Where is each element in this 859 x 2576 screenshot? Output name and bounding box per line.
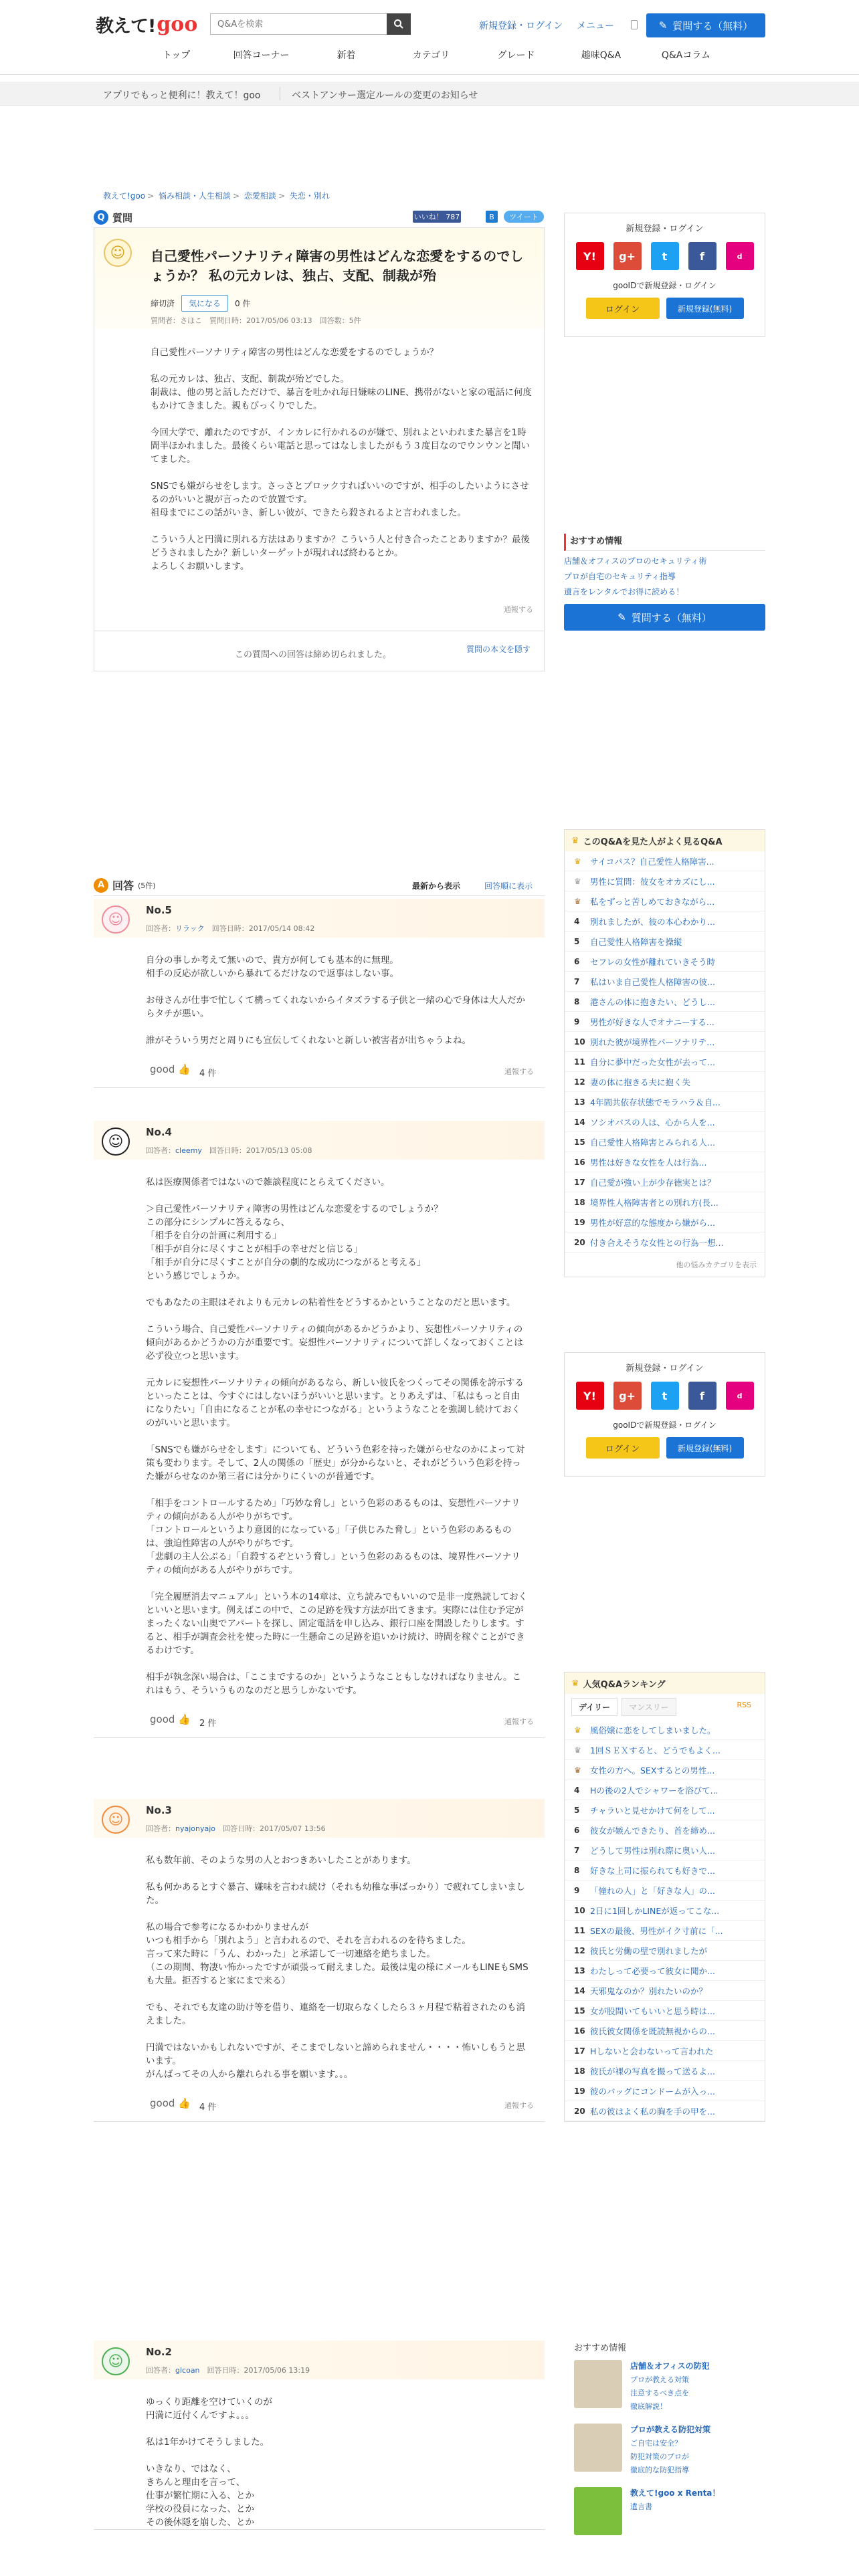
ranking-row[interactable] xyxy=(565,1941,765,1961)
answer-header xyxy=(94,899,545,938)
tweet-button[interactable]: ツイート xyxy=(504,211,544,223)
info-bar xyxy=(0,82,859,106)
ad-line: 徹底解説！ xyxy=(630,2402,667,2411)
search-button[interactable] xyxy=(387,13,411,35)
ranking-item-title: 私の彼はよく私の胸を手の甲を... xyxy=(590,2106,715,2117)
answers-count: (5件) xyxy=(138,881,156,890)
report-question-link[interactable]: 通報する xyxy=(504,605,533,614)
nav-qa-column[interactable]: Q&Aコラム xyxy=(661,50,711,61)
docomo-login-icon[interactable]: d xyxy=(726,1382,754,1410)
ad-line: 注意するべき点を xyxy=(630,2389,689,2397)
nav-new[interactable]: 新着 xyxy=(337,50,356,61)
rank-number: 14 xyxy=(574,1117,585,1127)
rank-number: 5 xyxy=(574,1805,580,1815)
facebook-login-icon[interactable]: f xyxy=(688,242,717,270)
app-link[interactable]: アプリでもっと便利に！教えて！goo xyxy=(103,90,261,101)
answerer-label: 回答者： xyxy=(146,924,175,933)
rank-number: 16 xyxy=(574,1157,585,1167)
rank-crown-icon: ♛ xyxy=(574,1725,581,1735)
recommend-item[interactable]: 遺言をレンタルでお得に読める！ xyxy=(564,587,684,597)
answer-header xyxy=(94,1121,545,1160)
ranking-row[interactable] xyxy=(565,1012,765,1032)
ranking-row[interactable] xyxy=(565,1232,765,1253)
good-button[interactable] xyxy=(150,1713,191,1725)
ranking-row[interactable] xyxy=(565,952,765,972)
thumbs-up-icon: 👍 xyxy=(175,1063,191,1075)
ranking-row[interactable] xyxy=(565,1092,765,1112)
ranking-row[interactable] xyxy=(565,1901,765,1921)
question-label-text: 質問 xyxy=(112,211,133,224)
nav-grade[interactable]: グレード xyxy=(497,50,535,61)
ranking-item-title: 私をずっと苦しめておきながら... xyxy=(590,896,715,907)
rank-crown-icon: ♛ xyxy=(574,896,581,906)
google-login-icon[interactable]: g+ xyxy=(613,1382,642,1410)
rank-number: 18 xyxy=(574,1197,585,1207)
ranking-row[interactable] xyxy=(565,891,765,911)
question-box xyxy=(94,227,545,631)
search-input[interactable] xyxy=(211,14,386,34)
answer-meta xyxy=(146,1823,326,1834)
ranking-item-title: 妻の体に抱きる夫に抱く失 xyxy=(590,1077,691,1087)
ranking-row[interactable] xyxy=(565,1961,765,1981)
ranking-row[interactable] xyxy=(565,1132,765,1152)
nav-top[interactable]: トップ xyxy=(162,50,191,61)
good-label: good xyxy=(150,1063,175,1075)
popular-qa-title-text: 人気Q&Aランキング xyxy=(583,1679,666,1690)
question-meta: 質問者：さほこ 質問日時：2017/05/06 03:13 回答数：5件 xyxy=(151,316,361,325)
ranking-row[interactable] xyxy=(565,1820,765,1840)
breadcrumb-item[interactable]: 恋愛相談 xyxy=(244,191,276,201)
good-button[interactable] xyxy=(150,1063,191,1075)
logo-text-b: goo xyxy=(157,12,198,36)
ranking-item-title: 別れましたが、彼の本心わかり... xyxy=(590,916,715,927)
rank-number: 11 xyxy=(574,1925,585,1935)
ranking-row[interactable] xyxy=(565,851,765,871)
ranking-row[interactable] xyxy=(565,2041,765,2061)
ad-image xyxy=(574,2360,622,2408)
ranking-row[interactable] xyxy=(565,1760,765,1780)
nav-category[interactable]: カテゴリ xyxy=(412,50,450,61)
rank-crown-icon: ♛ xyxy=(574,876,581,886)
ad-item[interactable] xyxy=(574,2360,765,2411)
site-header xyxy=(0,0,859,75)
question-status xyxy=(151,295,250,312)
ranking-item-title: Hしないと会わないって言われた xyxy=(590,2046,714,2056)
answer-date: 回答日時：2017/05/14 08:42 xyxy=(211,924,315,933)
recommend-item[interactable]: プロが自宅のセキュリティ指導 xyxy=(564,572,676,581)
ad-item[interactable] xyxy=(574,2424,765,2475)
ranking-item-title: 境界性人格障害者との別れ方(長... xyxy=(590,1197,719,1208)
ranking-row[interactable] xyxy=(565,1052,765,1072)
rank-number: 10 xyxy=(574,1905,585,1915)
closed-text: この質問への回答は締め切られました。 xyxy=(235,650,392,660)
breadcrumb-item[interactable]: 教えて!goo xyxy=(103,191,146,201)
tab-monthly[interactable]: マンスリー xyxy=(622,1698,676,1716)
good-count: 4 件 xyxy=(199,2103,217,2113)
answerer-label: 回答者： xyxy=(146,1824,175,1833)
search-icon xyxy=(393,19,404,29)
ranking-item-title: 付き合えそうな女性との行為一想... xyxy=(590,1237,724,1248)
ranking-item-title: 彼のバッグにコンドームが入っ... xyxy=(590,2086,715,2097)
good-label: good xyxy=(150,2097,175,2109)
ad-headline: 教えて!goo x Renta！ xyxy=(630,2488,721,2498)
ranking-item-title: どうして男性は別れ際に奥い人... xyxy=(590,1845,715,1856)
rank-number: 12 xyxy=(574,1077,585,1087)
crown-icon: ♛ xyxy=(571,1678,579,1689)
answer-icon: A xyxy=(94,878,108,893)
question-title: 自己愛性パーソナリティ障害の男性はどんな恋愛をするのでしょうか？ 私の元カレは、独占、支配、制裁が殆 xyxy=(151,248,524,284)
tab-daily[interactable]: デイリー xyxy=(571,1698,617,1716)
good-count: 2 件 xyxy=(199,1719,217,1729)
twitter-login-icon[interactable]: t xyxy=(651,1382,679,1410)
rank-number: 15 xyxy=(574,1137,585,1147)
ranking-row[interactable] xyxy=(565,1780,765,1800)
rank-number: 8 xyxy=(574,996,580,1006)
rank-number: 8 xyxy=(574,1865,580,1875)
ranking-item-title: 彼氏が裸の写真を撮って送るよ... xyxy=(590,2066,715,2076)
ad-headline: プロが教える防犯対策 xyxy=(630,2425,711,2434)
answerer-name[interactable]: glcoan xyxy=(175,2366,200,2375)
rank-number: 20 xyxy=(574,1237,585,1247)
questioner-avatar: ☺ xyxy=(104,239,132,267)
answer-header xyxy=(94,1799,545,1838)
rss-icon[interactable]: RSS xyxy=(737,1701,751,1709)
goo-id-text: gooIDで新規登録・ログイン xyxy=(613,1420,717,1430)
ad-box xyxy=(574,2341,765,2547)
ad-image xyxy=(574,2487,622,2535)
watch-button[interactable]: 気になる xyxy=(181,295,228,312)
google-login-icon[interactable]: g+ xyxy=(613,242,642,270)
docomo-login-icon[interactable]: d xyxy=(726,242,754,270)
recommend-item[interactable]: 店舗＆オフィスのプロのセキュリティ術 xyxy=(564,556,707,566)
rank-number: 18 xyxy=(574,2066,585,2076)
ask-question-label: 質問する（無料） xyxy=(672,19,753,32)
question-body: 自己愛性パーソナリティ障害の男性はどんな恋愛をするのでしょうか？ 私の元カレは、独占、支配、制裁が殆どでした。 制裁は、他の男と話しただけで、暴言を吐かれ毎日嫌味のLINE、携帯がないと家の電話に何度もかけてきました。親もびっくりでした。 今回大学で、離れたのですが、インカレに行かれるのが嫌で、別れよといわれまた暴言を1時間半ほかれました。最後くらい電話と思ってはなしましたがもう３度目なのでウンウンと聞いてました。 SNSでも嫌がらせをします。さっさとブロックすればいいのですが、相手のしたいようにさせるのがいいと親が言ったので放置です。 祖母までにこの話がいき、新しい彼が、できたら殺されるよと言われました。 こういう人と円満に別れる方法はありますか？こういう人と付き合ったことありますか？最後どうされましたか？新しいターゲットが現れれば終わるとか。 よろしくお願いします。 xyxy=(151,347,532,572)
ranking-item-title: 彼女が嫉んできたり、首を締め... xyxy=(590,1825,715,1836)
thumbs-up-icon: 👍 xyxy=(175,2097,191,2109)
closed-badge: 締切済 xyxy=(151,299,175,308)
ad-line: 遺言書 xyxy=(630,2502,652,2511)
ranking-row[interactable] xyxy=(565,2081,765,2101)
ranking-row[interactable] xyxy=(565,1212,765,1232)
answer-date: 回答日時：2017/05/06 13:19 xyxy=(207,2366,310,2375)
recommend-box xyxy=(564,534,765,631)
mobile-icon[interactable] xyxy=(631,20,638,29)
ranking-row[interactable] xyxy=(565,1840,765,1860)
login-button[interactable]: ログイン xyxy=(586,298,660,319)
answer-body: 私は医療関係者ではないので雑談程度にとらえてください。 ＞自己愛性パーソナリティ障害の男性はどんな恋愛をするのでしょうか？ この部分にシンプルに答えるなら、 「相手を自分の計画に利用する」 「相手が自分に尽くすことが相手の幸せだと信じる」 「相手が自分に尽くすことが自分の劇的な成功につながると考える」 という感じでしょうか。 でもあなたの主眼はそれよりも元カレの粘着性をどうするかということなのだと思います。 こういう場合、自己愛性パーソナリティの傾向があるかどうかより、妄想性パーソナリティの傾向があるかどうかの方が重要です。妄想性パーソナリティについて詳しくなっておくことは必ず役立つと思います。 元カレに妄想性パーソナリティの傾向があるなら、新しい彼氏をつくってその関係を誇示するといったことは、今すぐにはしないほうがいいと思います。とりあえずは、「私はもっと自由になりたい」「自由になることが私の幸せにつながる」というようなことを強調し続けておくのがいいと思います。 「SNSでも嫌がらせをします」についても、どういう色彩を持った嫌がらせなのかによって対策も変わります。そして、2人の関係の「歴史」が分からないと、それがどういう色彩を持った嫌がらせなのか第三者には分かりにくいのが普通です。 「相手をコントロールするため」「巧妙な脅し」という色彩のあるものは、妄想性パーソナリティの傾向がある人がやりがちです。 「コントロールというより意図的になっている」「子供じみた脅し」という色彩のあるものは、強迫性障害の人がやりがちです。 「悲劇の主人公ぶる」「自殺するぞという脅し」という色彩のあるものは、境界性パーソナリティの傾向がある人がやりがちです。 「完全履歴消去マニュアル」という本の14章は、立ち読みでもいいので是非一度熟読しておくといいと思います。例えばこの中で、この足跡を残す方法が出てきます。実際には住む予定がまったくない山奥でアパートを探し、固定電話を申し込み、銀行口座を開設したりします。すると、相手が調査会社を使った時に一生懸命この足跡を追いかけ続け、時間を稼ぐことができるわけです。 相手が執念深い場合は、「ここまでするのか」というようなこともしなければなりません。これはもう、そういうものなのだと思うしかないです。 xyxy=(146,1177,528,1696)
answer-item xyxy=(94,2341,545,2530)
answer-meta xyxy=(146,1145,312,1156)
rank-number: 7 xyxy=(574,1845,580,1855)
related-qa-title xyxy=(565,830,765,851)
ranking-item-title: 自己愛性人格障害とみられる人... xyxy=(590,1137,715,1148)
ranking-row[interactable] xyxy=(565,1740,765,1760)
ranking-item-title: Hの後の2人でシャワーを浴びて... xyxy=(590,1785,719,1796)
register-button[interactable]: 新規登録(無料) xyxy=(666,298,744,319)
ranking-item-title: セフレの女性が離れていきそう時 xyxy=(590,956,716,967)
report-answer-link[interactable]: 通報する xyxy=(504,1067,534,1076)
sidebar-ask-button[interactable] xyxy=(564,604,765,631)
register-login-link[interactable]: 新規登録・ログイン xyxy=(479,21,563,31)
answerer-name[interactable]: リラック xyxy=(175,924,205,933)
ranking-row[interactable] xyxy=(565,2061,765,2081)
more-categories-link[interactable]: 他の悩みカテゴリを表示 xyxy=(676,1261,757,1269)
popular-qa-list xyxy=(565,1720,765,2121)
ranking-item-title: 風俗嬢に恋をしてしまいました。 xyxy=(590,1725,716,1735)
related-qa-title-text: このQ&Aを見た人がよく見るQ&A xyxy=(583,837,723,847)
ranking-item-title: 男性に質問：彼女をオカズにし... xyxy=(590,876,715,887)
login-box xyxy=(564,213,765,337)
ranking-item-title: 別れた彼が境界性パーソナリテ... xyxy=(590,1037,715,1047)
best-answer-notice-link[interactable]: ベストアンサー選定ルールの変更のお知らせ xyxy=(292,90,478,101)
nav-answer-corner[interactable]: 回答コーナー xyxy=(233,50,290,61)
ranking-row[interactable] xyxy=(565,1152,765,1172)
ranking-item-title: 好きな上司に振られても好きで... xyxy=(590,1865,715,1876)
rank-number: 6 xyxy=(574,956,580,966)
ranking-row[interactable] xyxy=(565,2101,765,2121)
rank-number: 6 xyxy=(574,1825,580,1835)
answer-date: 回答日時：2017/05/07 13:56 xyxy=(223,1824,326,1833)
answerer-avatar[interactable]: ☺ xyxy=(102,2347,130,2375)
site-logo[interactable] xyxy=(96,9,197,39)
answer-footer xyxy=(94,1054,545,1087)
ranking-item-title: 男性は好きな女性を人は行為... xyxy=(590,1157,707,1168)
sort-oldest[interactable]: 回答順に表示 xyxy=(484,881,533,891)
good-label: good xyxy=(150,1713,175,1725)
facebook-like-button[interactable]: いいね！ 787 xyxy=(413,211,461,223)
login-box-2 xyxy=(564,1352,765,1477)
ranking-item-title: 自己愛が強い上が少存徳実とは？ xyxy=(590,1177,716,1188)
report-answer-link[interactable]: 通報する xyxy=(504,1717,534,1726)
login-title: 新規登録・ログイン xyxy=(626,224,704,234)
global-nav xyxy=(134,48,729,62)
answer-item xyxy=(94,1799,545,2122)
ranking-item-title: 1回ＳＥＸすると、どうでもよく... xyxy=(590,1745,721,1755)
ranking-item-title: 「憧れの人」と「好きな人」の... xyxy=(590,1885,715,1896)
ranking-item-title: 自己愛性人格障害を操縦 xyxy=(590,936,682,947)
rank-number: 13 xyxy=(574,1097,585,1107)
popular-qa-ranking xyxy=(564,1672,765,2122)
ad-headline: 店舗＆オフィスの防犯 xyxy=(630,2361,710,2371)
bookmark-icon[interactable]: B xyxy=(486,211,498,223)
sidebar-ask-label: 質問する（無料） xyxy=(631,611,712,624)
ranking-row[interactable] xyxy=(565,992,765,1012)
rank-crown-icon: ♛ xyxy=(574,856,581,866)
answer-footer xyxy=(94,2088,545,2121)
report-answer-link[interactable]: 通報する xyxy=(504,2101,534,2110)
ranking-item-title: SEXの最後、男性がイク寸前に「... xyxy=(590,1925,723,1936)
answer-body: 私も数年前、そのような男の人とおつきあいしたことがあります。 私も何かあるとすぐ暴言、嫌味を言われ続け（それも幼稚な事ばっかり）で疲れてしまいました。 私の場合で参考になるかわかりませんが いつも相手から「別れよう」と言われるので、それを言われるのを待ちました。 言って来た時に「うん、わかった」と承諾して一切連絡を絶ちました。 （この期間、物凄い怖かったですが頑張って耐えました。最後は鬼の様にメールもLINEもSMSも大量。拒否すると家にまで来る） でも、それでも友達の助け等を借り、連絡を一切取らなくしたら３ヶ月程で粘着されたのも消えました。 円満ではないかもしれないですが、そこまでしないと諦められません・・・・怖いしもうと思います。 がんばってその人から離れられる事を願います。。。 xyxy=(146,1855,529,2080)
rank-number: 9 xyxy=(574,1885,580,1895)
ranking-item-title: 彼氏彼女関係を既読無視からの... xyxy=(590,2026,715,2036)
rank-number: 17 xyxy=(574,1177,585,1187)
related-qa-ranking xyxy=(564,829,765,1277)
good-button[interactable] xyxy=(150,2097,191,2109)
answer-number: No.2 xyxy=(146,2346,172,2358)
ranking-row[interactable] xyxy=(565,1981,765,2001)
rank-number: 7 xyxy=(574,976,580,986)
ranking-item-title: 女が股間いてもいいと思う時は... xyxy=(590,2006,715,2016)
ranking-row[interactable] xyxy=(565,2021,765,2041)
hide-question-link[interactable]: 質問の本文を隠す xyxy=(466,645,531,654)
ranking-item-title: 港さんの体に抱きたい、どうし... xyxy=(590,996,715,1007)
rank-crown-icon: ♛ xyxy=(574,1745,581,1755)
ranking-item-title: 天邪鬼なのか？別れたいのか？ xyxy=(590,1985,708,1996)
ranking-row[interactable] xyxy=(565,1192,765,1212)
ad-item[interactable] xyxy=(574,2487,765,2535)
yahoo-login-icon[interactable]: Y! xyxy=(576,242,604,270)
ranking-row[interactable] xyxy=(565,1072,765,1092)
rank-number: 11 xyxy=(574,1057,585,1067)
question-icon: Q xyxy=(94,210,108,225)
answers-title: 回答 xyxy=(112,879,134,892)
login-title: 新規登録・ログイン xyxy=(626,1364,704,1374)
nav-hobby-qa[interactable]: 趣味Q&A xyxy=(581,50,622,61)
ad-image xyxy=(574,2424,622,2472)
answer-number: No.3 xyxy=(146,1804,172,1816)
ranking-row[interactable] xyxy=(565,1720,765,1740)
rank-number: 10 xyxy=(574,1037,585,1047)
breadcrumb-item[interactable]: 悩み相談・人生相談 xyxy=(159,191,231,201)
ranking-row[interactable] xyxy=(565,2001,765,2021)
rank-number: 20 xyxy=(574,2106,585,2116)
pencil-icon: ✎ xyxy=(617,611,626,623)
crown-icon: ♛ xyxy=(571,835,579,846)
rank-number: 5 xyxy=(574,936,580,946)
ad-line: プロが教える対策 xyxy=(630,2375,689,2384)
menu-link[interactable]: メニュー xyxy=(577,21,614,31)
facebook-login-icon[interactable]: f xyxy=(688,1382,717,1410)
recommend-title: おすすめ情報 xyxy=(564,534,765,551)
ranking-row[interactable] xyxy=(565,1112,765,1132)
answer-number: No.4 xyxy=(146,1126,172,1138)
ad-title: おすすめ情報 xyxy=(574,2343,627,2353)
ranking-row[interactable] xyxy=(565,1172,765,1192)
answer-date: 回答日時：2017/05/13 05:08 xyxy=(209,1146,312,1155)
answerer-name[interactable]: nyajonyajo xyxy=(175,1824,216,1833)
ranking-row[interactable] xyxy=(565,911,765,932)
register-button[interactable]: 新規登録(無料) xyxy=(666,1437,744,1459)
answerer-avatar[interactable]: ☺ xyxy=(102,1806,130,1834)
good-count: 4 件 xyxy=(199,1069,217,1079)
ranking-row[interactable] xyxy=(565,1921,765,1941)
rank-number: 13 xyxy=(574,1965,585,1975)
ask-question-button[interactable] xyxy=(646,13,765,37)
answerer-avatar[interactable]: ☺ xyxy=(102,905,130,934)
answer-meta xyxy=(146,923,314,934)
answer-item xyxy=(94,899,545,1088)
answer-footer xyxy=(94,1704,545,1737)
rank-number: 19 xyxy=(574,1217,585,1227)
answer-meta xyxy=(146,2365,310,2375)
ranking-item-title: チャラいと見せかけて何をして... xyxy=(590,1805,715,1816)
ranking-item-title: 彼氏と労働の壁で別れましたが xyxy=(590,1945,708,1956)
ranking-row[interactable] xyxy=(565,1800,765,1820)
ad-line: ご自宅は安全？ xyxy=(630,2439,682,2448)
rank-crown-icon: ♛ xyxy=(574,1765,581,1775)
answerer-label: 回答者： xyxy=(146,2366,175,2375)
ranking-row[interactable] xyxy=(565,871,765,891)
rank-number: 9 xyxy=(574,1016,580,1027)
login-button[interactable]: ログイン xyxy=(586,1437,660,1459)
ranking-item-title: 自分に夢中だった女性が去って... xyxy=(590,1057,715,1067)
ad-line: 徹底的な防犯指導 xyxy=(630,2466,689,2474)
ranking-item-title: サイコパス？自己愛性人格障害... xyxy=(590,856,714,867)
answerer-label: 回答者： xyxy=(146,1146,175,1155)
ranking-item-title: 2日に1回しかLINEが返ってこな... xyxy=(590,1905,720,1916)
related-qa-list xyxy=(565,851,765,1253)
goo-id-text: gooIDで新規登録・ログイン xyxy=(613,281,717,290)
logo-text-a: 教えて! xyxy=(96,15,156,37)
yahoo-login-icon[interactable]: Y! xyxy=(576,1382,604,1410)
rank-number: 15 xyxy=(574,2006,585,2016)
answer-number: No.5 xyxy=(146,904,172,916)
rank-number: 12 xyxy=(574,1945,585,1955)
ranking-item-title: ソシオパスの人は、心から人を... xyxy=(590,1117,715,1128)
ranking-item-title: 男性が好意的な態度から嫌がら... xyxy=(590,1217,715,1228)
answers-header xyxy=(94,872,545,896)
answer-body: 自分の事しか考えて無いので、貴方が何しても基本的に無理。 相手の反応が欲しいから暴れてるだけなので返事はしない事。 お母さんが仕事で忙しくて構ってくれないからイタズラする子供と一緒の心で身体は大人だからタチが悪い。 誰がそういう男だと周りにも宣伝してくれないと新しい被害者が出ちゃうよね。 xyxy=(146,955,525,1046)
rank-number: 19 xyxy=(574,2086,585,2096)
ranking-item-title: わたしって必要って彼女に聞か... xyxy=(590,1965,715,1976)
ranking-row[interactable] xyxy=(565,1032,765,1052)
ranking-row[interactable] xyxy=(565,972,765,992)
answer-body: ゆっくり距離を空けていくのが 円満に近付くんですよ。。。 私は1年かけてそうしました。 いきなり、ではなく、 きちんと理由を言って、 仕事が繁忙期に入る、とか 学校の役員になった、とか その後休隠を崩した、とか xyxy=(146,2397,272,2528)
popular-qa-title xyxy=(565,1673,765,1694)
ranking-item-title: 男性が好きな人でオナニーする... xyxy=(590,1016,714,1027)
breadcrumb: 教えて!goo > 悩み相談・人生相談 > 恋愛相談 > 失恋・別れ xyxy=(103,191,330,201)
ad-line: 防犯対策のプロが xyxy=(630,2452,689,2461)
ranking-row[interactable] xyxy=(565,1860,765,1881)
sort-newest[interactable]: 最新から表示 xyxy=(412,881,461,891)
rank-number: 14 xyxy=(574,1985,585,1996)
answer-header xyxy=(94,2341,545,2379)
pencil-icon: ✎ xyxy=(658,19,668,31)
ranking-row[interactable] xyxy=(565,932,765,952)
ranking-item-title: 4年間共依存状態でモラハラ＆自... xyxy=(590,1097,721,1107)
answer-item xyxy=(94,1121,545,1738)
ranking-item-title: 私はいま自己愛性人格障害の彼... xyxy=(590,976,715,987)
rank-number: 4 xyxy=(574,916,580,926)
breadcrumb-item[interactable]: 失恋・別れ xyxy=(289,191,330,201)
thumbs-up-icon: 👍 xyxy=(175,1713,191,1725)
watch-count: 0 件 xyxy=(235,299,251,308)
ranking-item-title: 女性の方へ。SEXするとの男性... xyxy=(590,1765,715,1776)
search-box xyxy=(210,13,411,35)
question-label xyxy=(94,210,132,225)
closed-notice xyxy=(94,631,545,671)
answerer-avatar[interactable]: ☺ xyxy=(102,1128,130,1156)
answerer-name[interactable]: cleemy xyxy=(175,1146,202,1155)
rank-number: 16 xyxy=(574,2026,585,2036)
ranking-row[interactable] xyxy=(565,1881,765,1901)
rank-number: 17 xyxy=(574,2046,585,2056)
twitter-login-icon[interactable]: t xyxy=(651,242,679,270)
rank-number: 4 xyxy=(574,1785,580,1795)
